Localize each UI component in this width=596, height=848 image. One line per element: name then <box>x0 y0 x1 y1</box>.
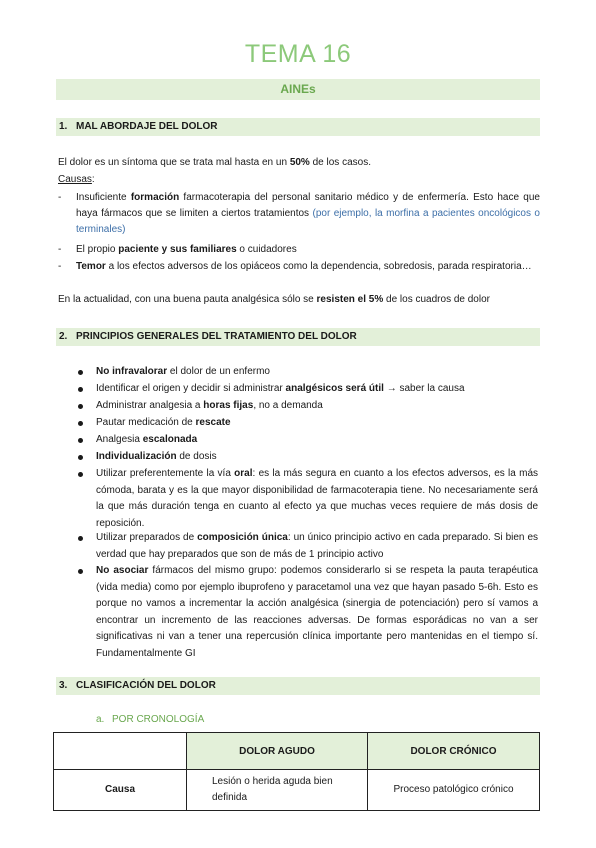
table-header-cell: DOLOR AGUDO <box>187 733 368 770</box>
subtitle-band: AINEs <box>56 79 540 100</box>
dash-marker: - <box>58 192 62 203</box>
bold-text: No infravalorar <box>96 366 168 377</box>
dash-marker: - <box>58 261 62 272</box>
section-heading-2 <box>56 328 540 346</box>
page-title: TEMA 16 <box>244 40 352 68</box>
bullet-item <box>78 432 538 449</box>
dash-marker: - <box>58 244 62 255</box>
section-number: 2. <box>59 331 68 342</box>
list-item <box>58 242 540 258</box>
table-cell: Causa <box>54 770 187 811</box>
text: de los casos. <box>309 157 371 168</box>
text: Administrar analgesia a <box>96 400 204 411</box>
bold-text: rescate <box>195 417 231 428</box>
bullet-dot <box>78 421 83 426</box>
text: El propio <box>76 244 119 255</box>
text: el dolor de un enfermo <box>167 366 270 377</box>
bold-text: paciente y sus familiares <box>118 244 237 255</box>
table-cell-text: Lesión o herida aguda bien definida <box>212 776 333 803</box>
text: : un único principio activo en cada preparado. Si bien es verdad que hay preparados que son de más de 1 principio activo <box>96 532 539 560</box>
section-number: 3. <box>59 680 68 691</box>
text: El dolor es un síntoma que se trata mal hasta en un <box>58 157 290 168</box>
text: → saber la causa <box>383 383 465 394</box>
text: farmacoterapia del personal sanitario médico y de enfermería. Esto hace que haya fármacos que se limiten a ciertos tratamientos <box>76 192 540 219</box>
section-heading-3 <box>56 677 540 695</box>
text: Analgesia <box>96 434 143 445</box>
sub-heading-title: POR CRONOLOGÍA <box>112 714 205 725</box>
text: : es la más segura en cuanto a los efectos adversos, es la más cómoda, barata y es la que mayor disponibilidad de farmacoterapia tiene. No necesariamente será la que más duración tenga en cuanto al efecto ya que muchas veces requiere de más dosis de reposición. <box>96 468 539 529</box>
intro-paragraph <box>58 155 542 170</box>
bullet-dot <box>78 387 83 392</box>
bullet-item <box>78 563 538 662</box>
bullet-dot <box>78 438 83 443</box>
bullet-item <box>78 530 538 563</box>
bullet-dot <box>78 536 83 541</box>
classification-table <box>53 732 540 811</box>
text: En la actualidad, con una buena pauta analgésica sólo se <box>58 294 317 305</box>
sub-heading-letter: a. <box>96 714 105 725</box>
text: : <box>91 174 95 185</box>
bold-text: composición única <box>197 532 288 543</box>
causas-label <box>58 172 542 187</box>
text: , no a demanda <box>253 400 323 411</box>
sub-heading <box>96 714 204 725</box>
section-title: PRINCIPIOS GENERALES DEL TRATAMIENTO DEL DOLOR <box>76 331 357 342</box>
text: Utilizar preparados de <box>96 532 198 543</box>
bullet-dot <box>78 404 83 409</box>
bullet-item <box>78 466 538 532</box>
bullet-item <box>78 381 538 398</box>
section-heading-1 <box>56 118 540 136</box>
section-number: 1. <box>59 121 68 132</box>
closing-paragraph <box>58 292 542 307</box>
text: Pautar medicación de <box>96 417 196 428</box>
bullet-item <box>78 415 538 432</box>
blue-text: (por ejemplo, la morfina a pacientes oncológicos o terminales) <box>76 208 540 235</box>
bold-text: escalonada <box>142 434 198 445</box>
text: Insuficiente <box>76 192 131 203</box>
section-title: MAL ABORDAJE DEL DOLOR <box>76 121 218 132</box>
text: o cuidadores <box>236 244 297 255</box>
table-row <box>54 770 540 811</box>
table-header-cell <box>54 733 187 770</box>
bold-text: resisten el 5% <box>316 294 384 305</box>
bold-text: 50% <box>289 157 310 168</box>
bullet-item <box>78 364 538 381</box>
text: a los efectos adversos de los opiáceos como la dependencia, sobredosis, parada respiratoria… <box>105 261 532 272</box>
section-title: CLASIFICACIÓN DEL DOLOR <box>76 680 216 691</box>
list-item <box>58 190 540 238</box>
bold-text: formación <box>130 192 180 203</box>
text: de los cuadros de dolor <box>383 294 490 305</box>
bold-text: No asociar <box>96 565 149 576</box>
table-cell: Proceso patológico crónico <box>368 770 540 811</box>
bullet-dot <box>78 569 83 574</box>
bullet-item <box>78 398 538 415</box>
text: Identificar el origen y decidir si administrar <box>96 383 286 394</box>
underlined-text: Causas <box>58 174 92 185</box>
bullet-item <box>78 449 538 466</box>
bullet-dot <box>78 370 83 375</box>
table-cell <box>187 770 368 811</box>
text: fármacos del mismo grupo: podemos considerarlo si se respeta la pauta terapéutica (vida media) como por ejemplo ibuprofeno y paracetamol una vez que hayan pasado 5-6h. Esto es porque no vamos a incrementar la acción analgésica (sinergia de potenciación) pero sí vamos a encontrar un incremento de las reacciones adversas. De formas esporádicas no van a ser significativas ni van a tener una repercusión clínica importante pero mantenidas en el tiempo sí. Fundamentalmente GI <box>96 565 539 659</box>
bold-text: oral <box>234 468 253 479</box>
bold-text: analgésicos será útil <box>285 383 384 394</box>
text: Utilizar preferentemente la vía <box>96 468 235 479</box>
list-item <box>58 259 540 275</box>
table-header-cell: DOLOR CRÓNICO <box>368 733 540 770</box>
bold-text: Individualización <box>96 451 177 462</box>
bullet-dot <box>78 455 83 460</box>
text: de dosis <box>176 451 217 462</box>
bold-text: horas fijas <box>203 400 254 411</box>
table-header-row <box>54 733 540 770</box>
bullet-dot <box>78 472 83 477</box>
bold-text: Temor <box>76 261 106 272</box>
